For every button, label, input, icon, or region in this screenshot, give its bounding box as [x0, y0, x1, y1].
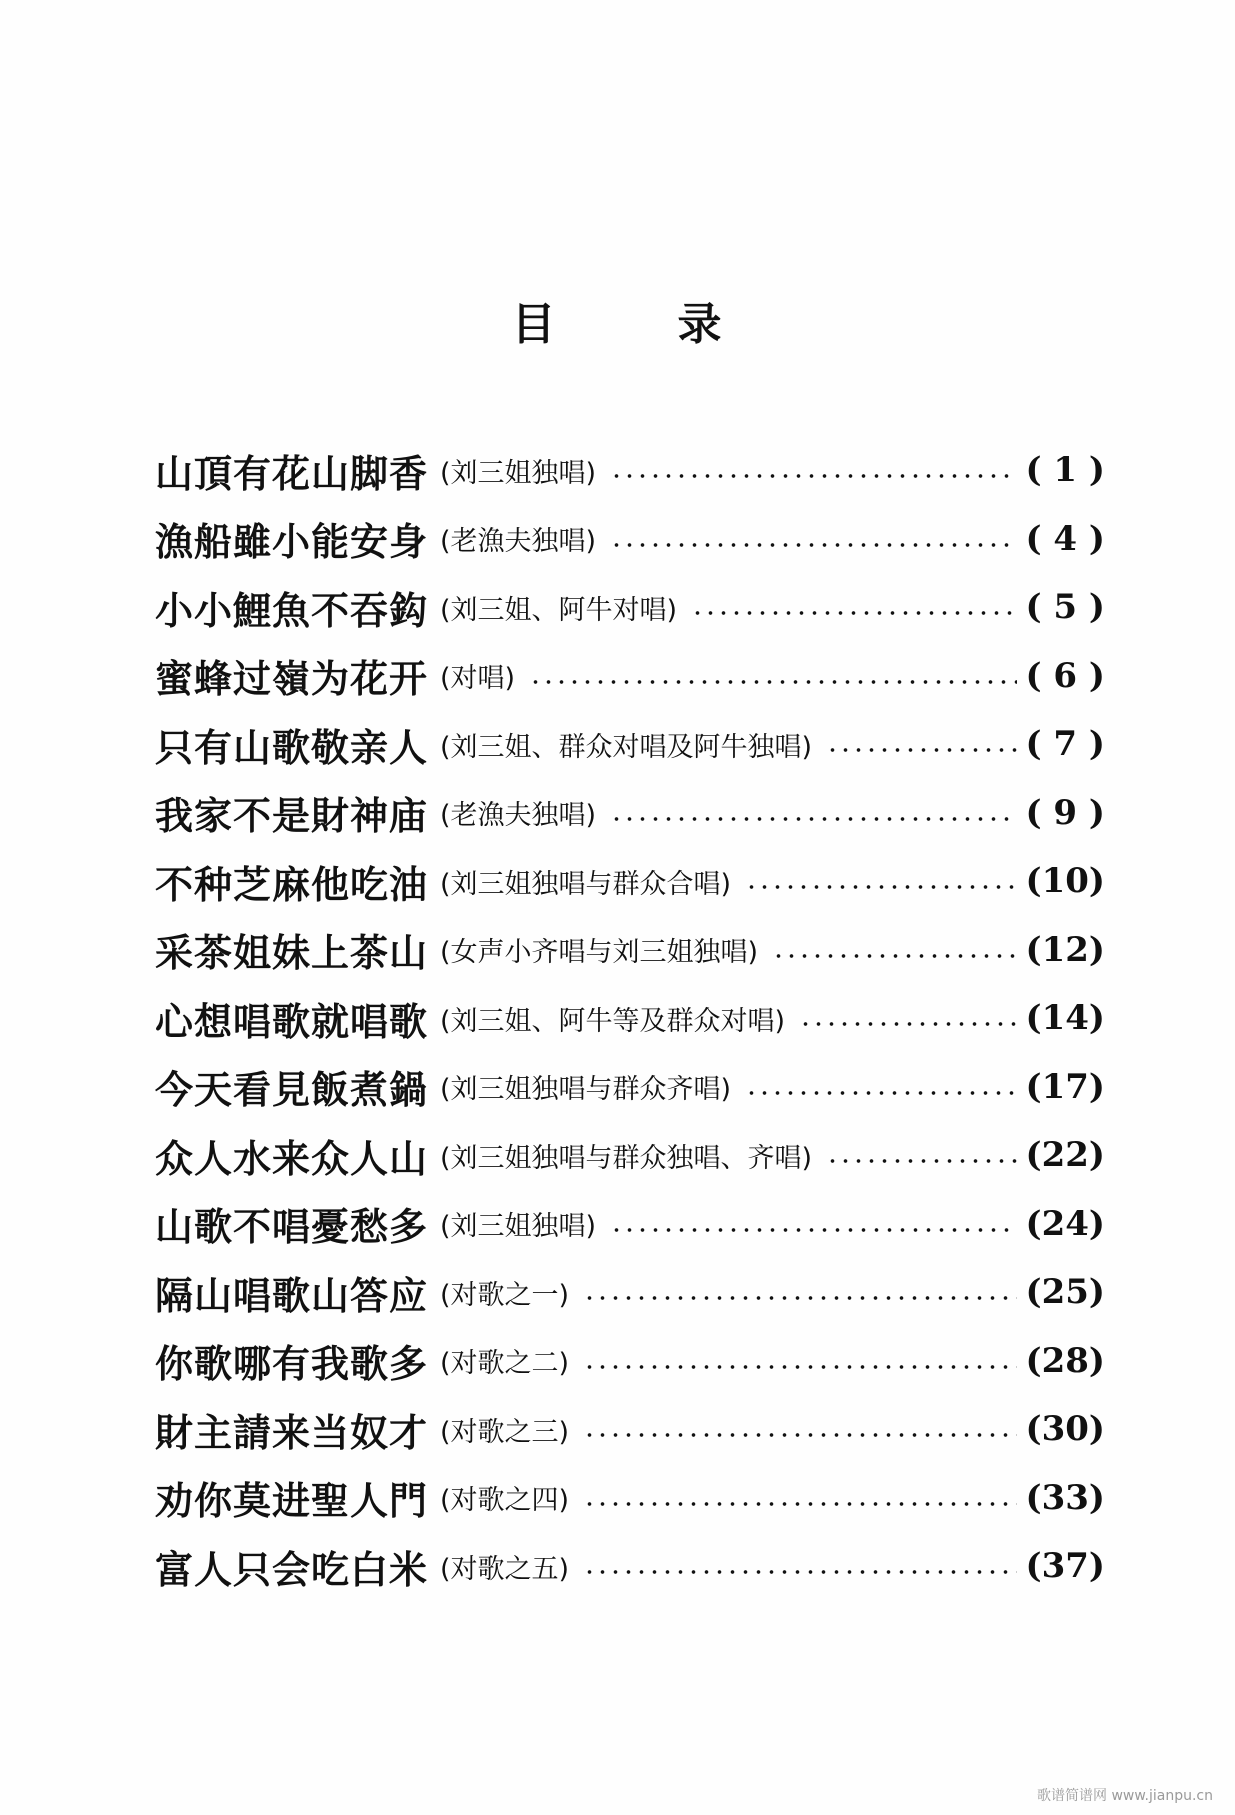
- toc-entry-note: (刘三姐、阿牛等及群众对唱): [440, 1005, 786, 1037]
- toc-entry-leader-dots: [745, 885, 1017, 889]
- toc-entry: [155, 505, 1105, 574]
- toc-entry: [155, 1327, 1105, 1396]
- toc-entry-note: (刘三姐独唱与群众独唱、齐唱): [440, 1142, 813, 1174]
- toc-entry: [155, 847, 1105, 916]
- toc-entry-title: 我家不是財神庙: [155, 793, 429, 839]
- toc-heading-first-char: 目: [511, 299, 558, 350]
- toc-entry-note: (对唱): [440, 663, 516, 695]
- toc-entry-leader-dots: [610, 543, 1017, 547]
- toc-entry: [155, 916, 1105, 985]
- toc-entry-title: 采茶姐妹上茶山: [155, 930, 429, 976]
- toc-entry-page-number: (22): [1025, 1135, 1105, 1176]
- toc-entry-title: 山歌不唱憂愁多: [155, 1204, 429, 1250]
- toc-entry: [155, 1190, 1105, 1259]
- toc-entry-leader-dots: [799, 1022, 1017, 1026]
- toc-entry-note: (老漁夫独唱): [440, 526, 597, 558]
- toc-entry: [155, 1532, 1105, 1601]
- toc-entry-leader-dots: [610, 474, 1017, 478]
- toc-entry-title: 隔山唱歌山答应: [155, 1272, 429, 1318]
- toc-list: [155, 436, 1105, 1601]
- toc-entry-page-number: (24): [1025, 1203, 1105, 1244]
- toc-entry-page-number: ( 9 ): [1025, 792, 1105, 833]
- toc-entry: [155, 1395, 1105, 1464]
- toc-entry: [155, 1053, 1105, 1122]
- toc-entry-page-number: ( 5 ): [1025, 587, 1105, 628]
- toc-entry: [155, 642, 1105, 711]
- toc-entry-page-number: (30): [1025, 1409, 1105, 1450]
- toc-entry-note: (刘三姐、群众对唱及阿牛独唱): [440, 731, 813, 763]
- toc-entry-page-number: ( 6 ): [1025, 655, 1105, 696]
- toc-entry-title: 不种芝麻他吃油: [155, 861, 429, 907]
- toc-entry: [155, 573, 1105, 642]
- toc-entry-title: 富人只会吃白米: [155, 1546, 429, 1592]
- toc-entry-note: (刘三姐独唱): [440, 1211, 597, 1243]
- toc-entry-note: (对歌之四): [440, 1485, 570, 1517]
- toc-entry-note: (刘三姐独唱): [440, 457, 597, 489]
- toc-entry: [155, 1464, 1105, 1533]
- toc-heading: [0, 288, 1235, 352]
- toc-entry-page-number: ( 4 ): [1025, 518, 1105, 559]
- toc-entry-title: 只有山歌敬亲人: [155, 724, 429, 770]
- toc-entry: [155, 779, 1105, 848]
- toc-entry-leader-dots: [826, 1159, 1017, 1163]
- toc-entry-note: (对歌之五): [440, 1553, 570, 1585]
- toc-entry-note: (对歌之一): [440, 1279, 570, 1311]
- toc-entry-page-number: ( 1 ): [1025, 450, 1105, 491]
- toc-entry-title: 劝你莫进聖人門: [155, 1478, 429, 1524]
- toc-entry-title: 你歌哪有我歌多: [155, 1341, 429, 1387]
- site-watermark: 歌谱简谱网 www.jianpu.cn: [1037, 1788, 1213, 1804]
- toc-entry-page-number: (37): [1025, 1546, 1105, 1587]
- toc-entry-title: 小小鯉魚不吞鈎: [155, 587, 429, 633]
- toc-entry-page-number: (14): [1025, 998, 1105, 1039]
- toc-entry-leader-dots: [583, 1502, 1017, 1506]
- toc-entry-note: (刘三姐、阿牛对唱): [440, 594, 678, 626]
- toc-entry-page-number: (25): [1025, 1272, 1105, 1313]
- toc-heading-second-char: 录: [677, 299, 724, 350]
- toc-entry-page-number: (17): [1025, 1066, 1105, 1107]
- toc-entry-note: (刘三姐独唱与群众齐唱): [440, 1074, 732, 1106]
- toc-entry-note: (老漁夫独唱): [440, 800, 597, 832]
- toc-entry-note: (女声小齐唱与刘三姐独唱): [440, 937, 759, 969]
- toc-entry-title: 財主請来当奴才: [155, 1409, 429, 1455]
- toc-entry-leader-dots: [691, 611, 1017, 615]
- toc-entry-leader-dots: [583, 1296, 1017, 1300]
- toc-entry-title: 蜜蜂过嶺为花开: [155, 656, 429, 702]
- toc-entry-page-number: (12): [1025, 929, 1105, 970]
- toc-entry-leader-dots: [610, 1228, 1017, 1232]
- toc-entry-leader-dots: [772, 954, 1017, 958]
- toc-entry: [155, 436, 1105, 505]
- toc-entry-title: 心想唱歌就唱歌: [155, 998, 429, 1044]
- toc-entry-leader-dots: [583, 1570, 1017, 1574]
- toc-entry: [155, 710, 1105, 779]
- toc-entry-leader-dots: [529, 680, 1017, 684]
- toc-entry: [155, 1258, 1105, 1327]
- toc-entry-page-number: (28): [1025, 1340, 1105, 1381]
- toc-entry: [155, 1121, 1105, 1190]
- toc-entry-leader-dots: [745, 1091, 1017, 1095]
- toc-entry-leader-dots: [583, 1365, 1017, 1369]
- toc-entry-page-number: ( 7 ): [1025, 724, 1105, 765]
- toc-entry-title: 众人水来众人山: [155, 1135, 429, 1181]
- toc-entry-note: (对歌之三): [440, 1416, 570, 1448]
- toc-entry-note: (刘三姐独唱与群众合唱): [440, 868, 732, 900]
- toc-entry: [155, 984, 1105, 1053]
- toc-entry-title: 今天看見飯煮鍋: [155, 1067, 429, 1113]
- toc-entry-title: 漁船雖小能安身: [155, 519, 429, 565]
- toc-entry-leader-dots: [610, 817, 1017, 821]
- toc-entry-page-number: (10): [1025, 861, 1105, 902]
- toc-entry-title: 山頂有花山脚香: [155, 450, 429, 496]
- toc-entry-page-number: (33): [1025, 1477, 1105, 1518]
- toc-entry-leader-dots: [826, 748, 1017, 752]
- toc-entry-leader-dots: [583, 1433, 1017, 1437]
- toc-entry-note: (对歌之二): [440, 1348, 570, 1380]
